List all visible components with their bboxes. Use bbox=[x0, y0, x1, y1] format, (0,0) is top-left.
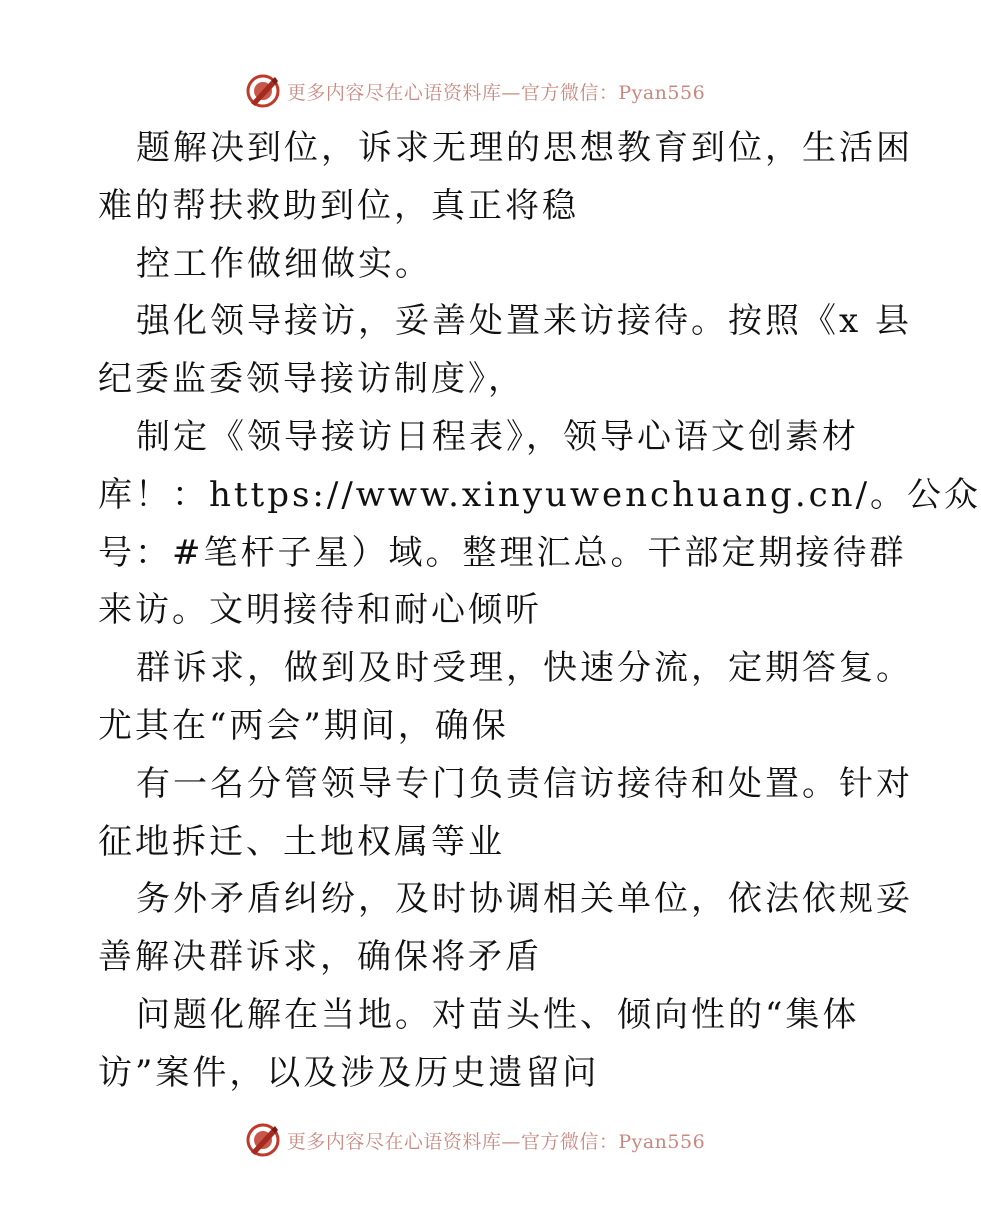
body-line: 题解决到位，诉求无理的思想教育到位，生活困 bbox=[136, 128, 913, 168]
body-line: 强化领导接访，妥善处置来访接待。按照《x 县 bbox=[136, 301, 912, 342]
document-body bbox=[98, 120, 981, 1103]
body-line: 访”案件，以及涉及历史遗留问 bbox=[98, 1052, 600, 1093]
body-line: 善解决群诉求，确保将矛盾 bbox=[98, 937, 542, 978]
body-line: 征地拆迁、土地权属等业 bbox=[98, 821, 505, 862]
body-line: 务外矛盾纠纷，及时协调相关单位，依法依规妥 bbox=[136, 879, 913, 920]
header-watermark bbox=[0, 71, 950, 111]
body-line: 制定《领导接访日程表》，领导心语文创素材 bbox=[136, 416, 859, 457]
body-line: 难的帮扶救助到位，真正将稳 bbox=[98, 185, 579, 226]
header-watermark-text: 更多内容尽在心语资料库—官方微信：Pyan556 bbox=[286, 81, 706, 104]
body-line: 控工作做细做实。 bbox=[136, 243, 432, 284]
red-pen-circle-logo-icon bbox=[245, 73, 281, 109]
footer-watermark bbox=[0, 1120, 950, 1160]
body-line: 群诉求，做到及时受理，快速分流，定期答复。 bbox=[136, 648, 913, 689]
body-line: 尤其在“两会”期间，确保 bbox=[98, 705, 509, 746]
body-line: 号：#笔杆子星）域。整理汇总。干部定期接待群 bbox=[98, 532, 907, 573]
red-pen-circle-logo-icon bbox=[245, 1122, 281, 1158]
body-line: 库！：https://www.xinyuwenchuang.cn/。公众 bbox=[98, 474, 981, 515]
footer-watermark-text: 更多内容尽在心语资料库—官方微信：Pyan556 bbox=[286, 1130, 706, 1153]
body-line: 纪委监委领导接访制度》， bbox=[98, 359, 525, 400]
body-line: 有一名分管领导专门负责信访接待和处置。针对 bbox=[136, 763, 913, 804]
body-line: 来访。文明接待和耐心倾听 bbox=[98, 590, 542, 631]
body-line: 问题化解在当地。对苗头性、倾向性的“集体 bbox=[136, 994, 860, 1035]
